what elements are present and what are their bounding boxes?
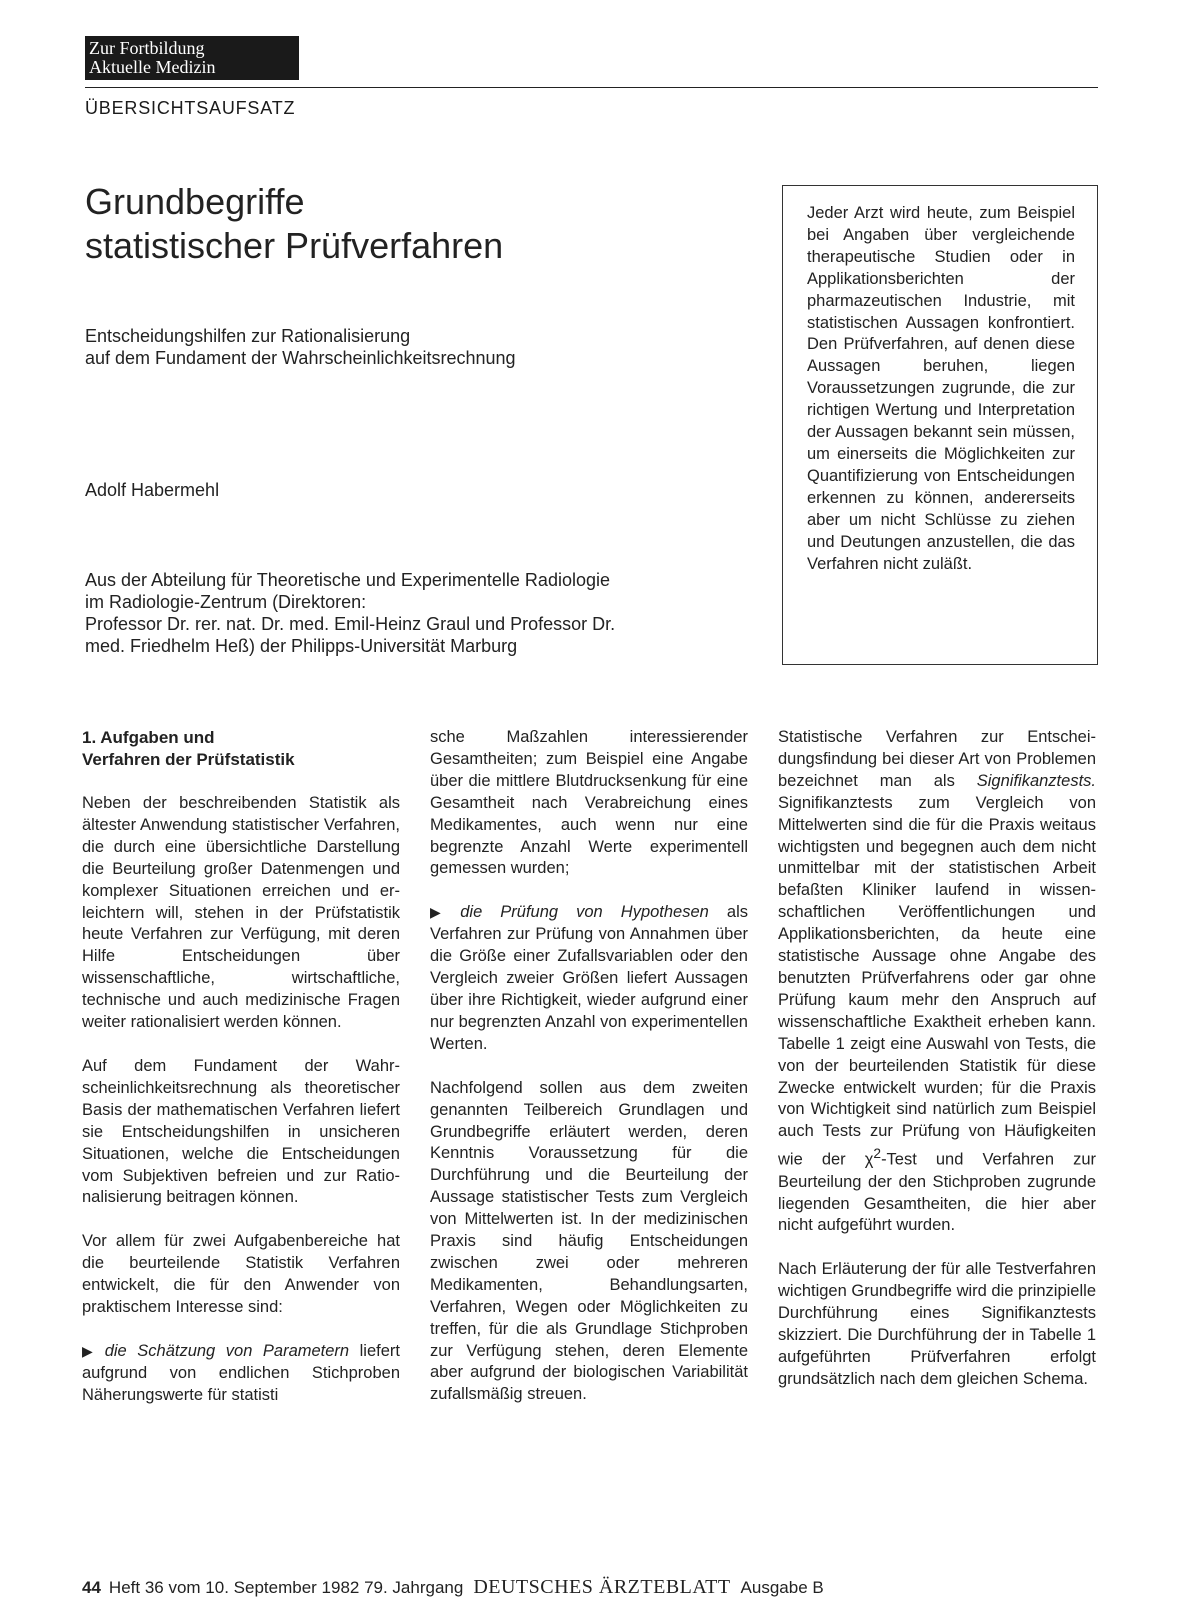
- paragraph: [778, 727, 1096, 1237]
- issue-info: Heft 36 vom 10. September 1982 79. Jahrgang: [108, 1578, 464, 1597]
- affiliation-line-3: Professor Dr. rer. nat. Dr. med. Emil-Heinz Graul und Professor Dr.: [85, 614, 616, 634]
- chi-symbol: χ: [864, 1150, 874, 1169]
- bullet-emphasis: die Schätzung von Parametern: [104, 1341, 350, 1360]
- chi-superscript: 2: [873, 1146, 882, 1162]
- paragraph: Vor allem für zwei Aufgabenbereiche hat die beurteilende Statistik Verfahren entwickelt, die für den Anwender von praktischem Interesse sind:: [82, 1232, 400, 1317]
- paragraph: Auf dem Fundament der Wahrscheinlichkeitsrechnung als theoretischer Basis der mathematischen Verfahren liefert sie Entscheidungshilfen in unsicheren Situationen, welche die Entscheidungen vom Subjektiven befreien und zur Rationalisierung beitragen können.: [82, 1056, 400, 1207]
- bullet-emphasis: die Prüfung von Hypothesen: [460, 903, 709, 922]
- section-heading: [82, 727, 400, 771]
- triangle-bullet-icon: ▶: [82, 1342, 99, 1359]
- bullet-paragraph: [82, 1341, 400, 1407]
- header-rule: [85, 87, 1098, 88]
- affiliation-line-2: im Radiologie-Zentrum (Direktoren:: [85, 592, 367, 612]
- paragraph: Nach Erläuterung der für alle Testverfahren wichtigen Grundbegriffe wird die prinzipielle Durchführung eines Signifikanztests skizziert. Die Durchführung der in Tabelle 1 aufgeführten Prüfverfahren erfolgt grundsätzlich nach dem gleichen Schema.: [778, 1260, 1096, 1388]
- affiliation-line-1: Aus der Abteilung für Theoretische und Experimentelle Radiologie: [85, 570, 610, 590]
- paragraph-text: Signifikanztests zum Vergleich von Mittelwerten sind die für die Praxis weitaus wichtigsten und begegnen auch dem nicht unmittelbar mit der statistischen Arbeit befaßten Kliniker laufend in wissenschaftlichen Veröffentlichungen und Applikationsberichten, da heute eine statistische Aussage ohne Angabe des benutzten Prüfverfahrens oder gar ohne Prüfung kaum mehr den Anspruch auf wissenschaftliche Exaktheit erheben kann. Tabelle 1 zeigt eine Auswahl von Tests, die von der beurteilenden Statistik für diese Zwecke entwickelt wurden; für die Praxis von Wichtigkeit sind natürlich zum Beispiel auch Tests zur Prüfung von Häufigkeiten wie der: [778, 793, 1096, 1169]
- article-subtitle: [85, 325, 516, 369]
- series-label: [85, 36, 299, 80]
- paragraph: sche Maßzahlen interessierender Gesamtheiten; zum Beispiel eine Angabe über die mittlere Blutdrucksenkung für eine Gesamtheit nach Verabreichung eines Medikamentes, auch wenn nur eine begrenzte Anzahl Werte experimentell gemessen wurden;: [430, 728, 748, 878]
- abstract-box: [782, 185, 1098, 665]
- author-affiliation: [85, 569, 765, 657]
- paragraph-text: -Test und Verfahren zur Beurteilung der den Stichproben zugrunde liegenden Gesamtheiten, die hier aber nicht aufgeführt wurden.: [778, 1150, 1096, 1235]
- article-subtitle-line-2: auf dem Fundament der Wahrscheinlichkeitsrechnung: [85, 348, 516, 368]
- paragraph: Nachfolgend sollen aus dem zweiten genannten Teilbereich Grundlagen und Grundbegriffe erläutert werden, deren Kenntnis Voraussetzung für die Durchführung und die Beurteilung der Aussage statistischer Tests zum Vergleich von Mittelwerten ist. In der medizinischen Praxis sind häufig Entscheidungen zwischen zwei oder mehreren Medikamenten, Behandlungsarten, Verfahren, Wegen oder Möglichkeiten zu treffen, für die als Grundlage Stichproben zur Verfügung stehen, deren Elemente aber aufgrund der biologischen Variabilität zufallsmäßig streuen.: [430, 1078, 748, 1404]
- series-label-line-1: Zur Fortbildung: [89, 38, 205, 58]
- text-column-1: [82, 727, 400, 1429]
- bullet-paragraph: [430, 902, 748, 1055]
- series-label-line-2: Aktuelle Medizin: [89, 57, 216, 77]
- bullet-text: als Verfahren zur Prüfung von Annahmen über die Größe einer Zufallsvariablen oder den Vergleich zweier Größen liefert Aussagen über ihre Richtigkeit, wieder aufgrund einer nur begrenzten Anzahl von experimentellen Werten.: [430, 903, 748, 1053]
- author-name: Adolf Habermehl: [85, 480, 220, 500]
- section-heading-line-1: 1. Aufgaben und: [82, 728, 215, 747]
- abstract-text: Jeder Arzt wird heute, zum Beispiel bei Angaben über vergleichende therapeutische Studien oder in Applikationsberichten der pharmazeutischen Industrie, mit statistischen Aussagen konfrontiert. Den Prüfverfahren, auf denen diese Aussagen beruhen, liegen Voraussetzungen zugrunde, die zur richtigen Wertung und Interpretation der Aussagen bekannt sein müssen, um einerseits die Möglichkeiten zur Quantifizierung von Entscheidungen erkennen zu können, andererseits aber um nicht Schlüsse zu ziehen und Deutungen anzustellen, die das Verfahren nicht zuläßt.: [807, 204, 1075, 573]
- bullet-text: liefert aufgrund von endlichen Stichproben Näherungswerte für statisti: [82, 1341, 400, 1404]
- term-emphasis: Signifikanztests.: [976, 771, 1096, 790]
- paragraph: Neben der beschreibenden Statistik als ältester Anwendung statistischer Verfahren, die durch eine übersichtliche Darstellung die Beurteilung großer Datenmengen und komplexer Situationen erreichen und erleichtern will, stehen in der Prüfstatistik heute Verfahren zur Verfügung, mit deren Hilfe Entscheidungen über wissenschaftliche, wirtschaftliche, technische und auch medizinische Fragen weiter rationalisiert werden können.: [82, 794, 400, 1032]
- page-number: 44: [82, 1578, 101, 1597]
- edition: Ausgabe B: [740, 1578, 824, 1597]
- triangle-bullet-icon: ▶: [430, 904, 455, 921]
- page-footer: [82, 1576, 824, 1599]
- article-type: ÜBERSICHTSAUFSATZ: [85, 98, 296, 118]
- journal-name: DEUTSCHES ÄRZTEBLATT: [473, 1576, 731, 1598]
- section-heading-line-2: Verfahren der Prüfstatistik: [82, 750, 295, 769]
- affiliation-line-4: med. Friedhelm Heß) der Philipps-Universität Marburg: [85, 636, 518, 656]
- paragraph-text: Statistische Verfahren zur Entscheidungsfindung bei dieser Art von Problemen bezeichnet man als: [778, 728, 1096, 790]
- article-title-line-2: statistischer Prüfverfahren: [85, 225, 504, 266]
- article-title-line-1: Grundbegriffe: [85, 181, 305, 222]
- text-column-2: [430, 727, 748, 1428]
- article-title: [85, 180, 503, 268]
- article-subtitle-line-1: Entscheidungshilfen zur Rationalisierung: [85, 326, 411, 346]
- text-column-3: [778, 727, 1096, 1413]
